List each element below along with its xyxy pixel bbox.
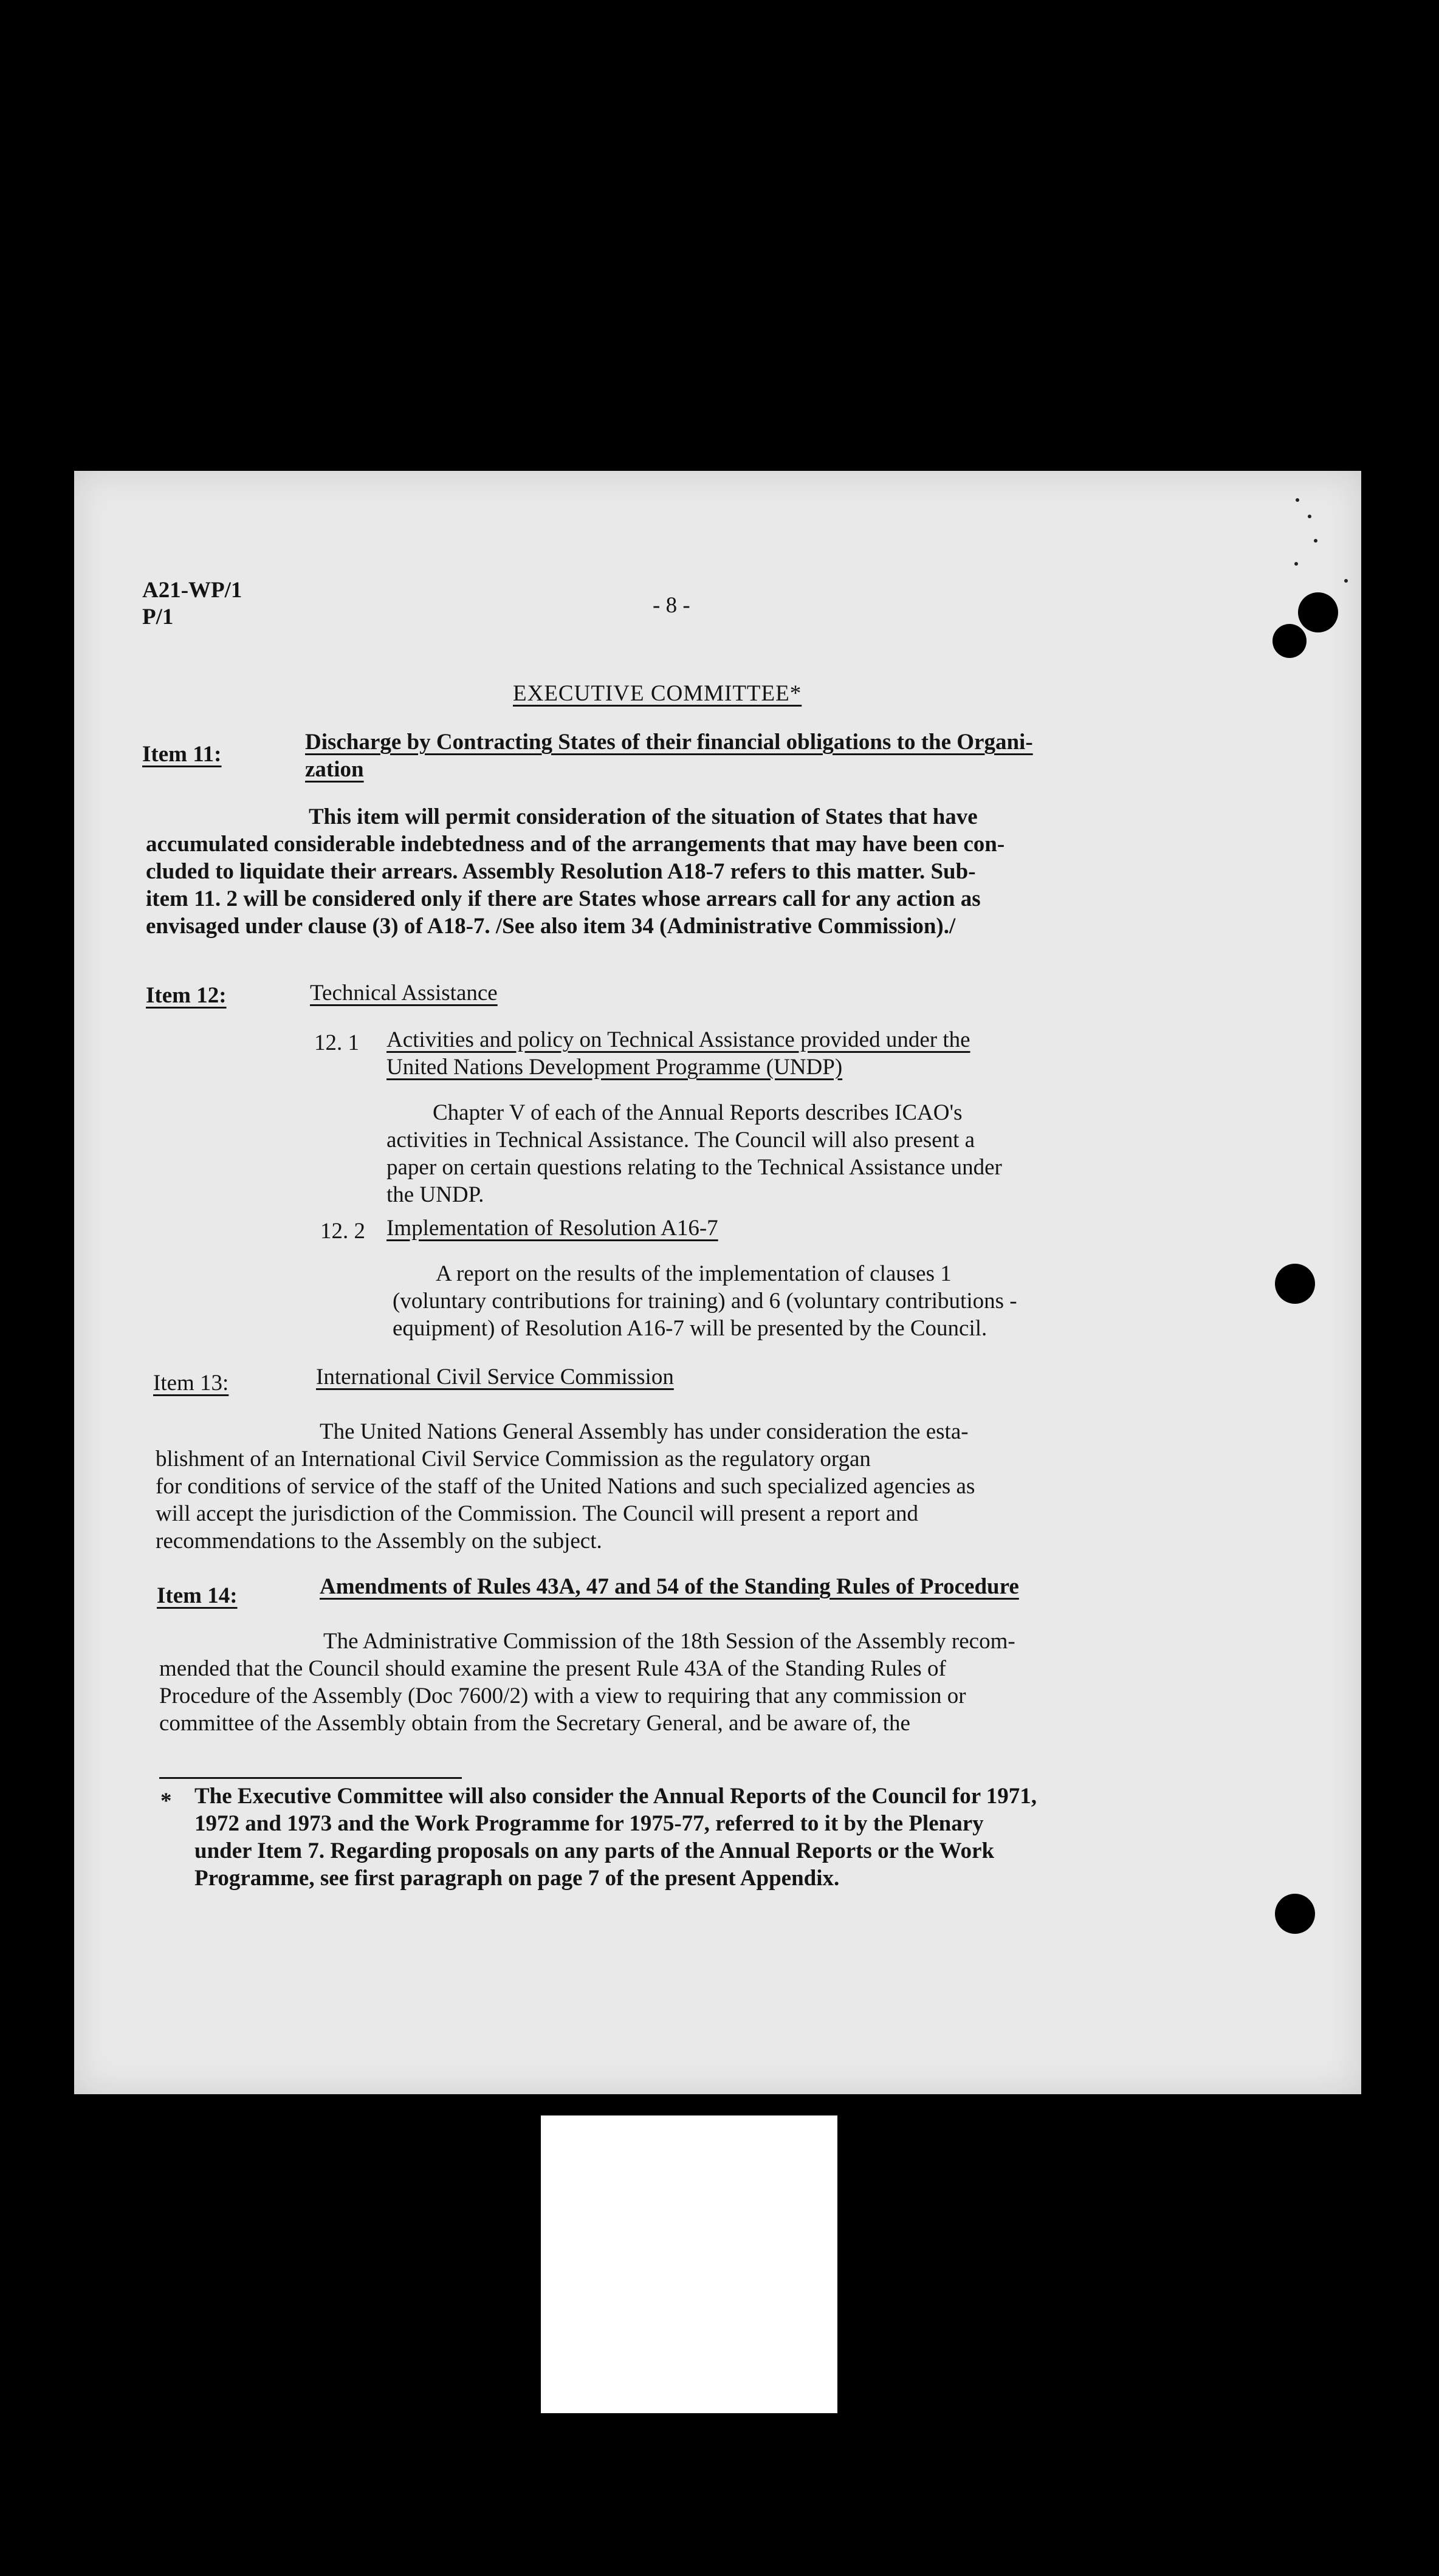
subitem-12-1-paragraph-line: activities in Technical Assistance. The Council will also present a <box>386 1128 975 1153</box>
subitem-12-2-heading: Implementation of Resolution A16-7 <box>386 1216 718 1241</box>
item-11-paragraph-line: envisaged under clause (3) of A18-7. /See also item 34 (Administrative Commission)./ <box>146 914 956 939</box>
footnote-line: under Item 7. Regarding proposals on any parts of the Annual Reports or the Work <box>194 1838 995 1863</box>
speck <box>1308 515 1311 518</box>
item-14-paragraph-line: committee of the Assembly obtain from the Secretary General, and be aware of, the <box>159 1711 910 1736</box>
punch-hole-top-2 <box>1272 624 1307 658</box>
speck <box>1344 579 1348 583</box>
subitem-12-1-paragraph-line: Chapter V of each of the Annual Reports describes ICAO's <box>433 1100 963 1125</box>
subitem-12-1-paragraph-line: the UNDP. <box>386 1182 484 1207</box>
document-page <box>74 471 1361 2094</box>
speck <box>1294 562 1298 566</box>
item-11-heading: Discharge by Contracting States of their financial obligations to the Organi- <box>305 730 1033 755</box>
subitem-12-1-heading: Activities and policy on Technical Assistance provided under the <box>386 1027 970 1052</box>
item-12-heading: Technical Assistance <box>310 981 498 1005</box>
item-11-paragraph-line: This item will permit consideration of the situation of States that have <box>309 804 978 829</box>
subitem-12-1-paragraph-line: paper on certain questions relating to the Technical Assistance under <box>386 1155 1002 1180</box>
footnote-line: 1972 and 1973 and the Work Programme for 1975-77, referred to it by the Plenary <box>194 1811 984 1836</box>
footnote-line: The Executive Committee will also consider the Annual Reports of the Council for 1971, <box>194 1784 1037 1809</box>
subitem-12-2-paragraph-line: (voluntary contributions for training) and 6 (voluntary contributions - <box>393 1289 1017 1314</box>
item-13-paragraph-line: for conditions of service of the staff of the United Nations and such specialized agencies as <box>156 1474 975 1499</box>
page-number: - 8 - <box>653 593 690 618</box>
footnote-line: Programme, see first paragraph on page 7 of the present Appendix. <box>194 1866 840 1891</box>
item-13-paragraph-line: will accept the jurisdiction of the Commission. The Council will present a report and <box>156 1501 919 1526</box>
punch-hole-bottom <box>1275 1894 1315 1934</box>
subitem-12-2-paragraph-line: A report on the results of the implementation of clauses 1 <box>436 1261 952 1286</box>
item-14-label: Item 14: <box>157 1583 238 1608</box>
item-14-paragraph-line: mended that the Council should examine the present Rule 43A of the Standing Rules of <box>159 1656 946 1681</box>
subitem-12-2-paragraph-line: equipment) of Resolution A16-7 will be presented by the Council. <box>393 1316 987 1341</box>
item-12-label: Item 12: <box>146 983 227 1008</box>
doc-reference-sub: P/1 <box>142 605 174 629</box>
doc-reference: A21-WP/1 <box>142 578 242 603</box>
item-14-heading: Amendments of Rules 43A, 47 and 54 of the Standing Rules of Procedure <box>320 1574 1019 1599</box>
item-11-paragraph-line: accumulated considerable indebtedness and of the arrangements that may have been con- <box>146 832 1005 857</box>
item-11-label: Item 11: <box>142 742 222 767</box>
punch-hole-top <box>1298 592 1338 632</box>
subitem-12-1-heading: United Nations Development Programme (UNDP) <box>386 1055 843 1080</box>
item-14-paragraph-line: The Administrative Commission of the 18th Session of the Assembly recom- <box>323 1629 1015 1654</box>
footnote-separator <box>159 1777 462 1779</box>
item-13-label: Item 13: <box>153 1371 229 1396</box>
item-11-paragraph-line: item 11. 2 will be considered only if there are States whose arrears call for any action as <box>146 886 981 911</box>
footnote-marker: * <box>160 1789 172 1814</box>
item-11-paragraph-line: cluded to liquidate their arrears. Assembly Resolution A18-7 refers to this matter. Sub- <box>146 859 976 884</box>
item-13-heading: International Civil Service Commission <box>316 1365 674 1389</box>
item-14-paragraph-line: Procedure of the Assembly (Doc 7600/2) with a view to requiring that any commission or <box>159 1684 966 1708</box>
subitem-12-1-number: 12. 1 <box>314 1030 359 1055</box>
item-13-paragraph-line: The United Nations General Assembly has under consideration the esta- <box>320 1419 969 1444</box>
item-13-paragraph-line: blishment of an International Civil Service Commission as the regulatory organ <box>156 1447 871 1471</box>
subitem-12-2-number: 12. 2 <box>320 1219 365 1244</box>
section-title: EXECUTIVE COMMITTEE* <box>513 681 802 706</box>
speck <box>1314 539 1317 543</box>
item-13-paragraph-line: recommendations to the Assembly on the subject. <box>156 1529 602 1553</box>
speck <box>1296 498 1299 502</box>
item-11-heading: zation <box>305 757 364 782</box>
punch-hole-middle <box>1275 1264 1315 1304</box>
blank-paper-slip <box>541 2115 837 2413</box>
